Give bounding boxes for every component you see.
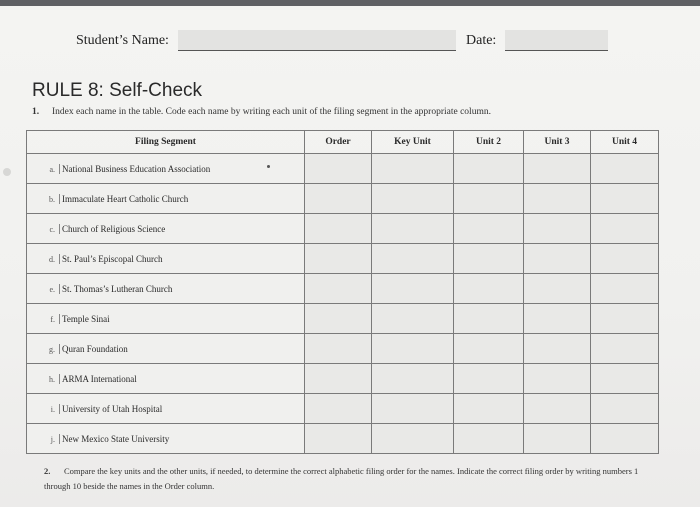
instruction-text: Index each name in the table. Code each name by writing each unit of the filing segment in the appropriate column. xyxy=(52,107,491,117)
row-name: New Mexico State University xyxy=(59,434,169,444)
key-unit-cell[interactable] xyxy=(372,334,454,364)
row-letter: h. xyxy=(49,374,55,384)
row-letter: f. xyxy=(50,314,55,324)
row-letter: c. xyxy=(49,224,55,234)
margin-dot xyxy=(3,168,11,176)
row-name: ARMA International xyxy=(59,374,137,384)
row-letter: g. xyxy=(49,344,55,354)
order-cell[interactable] xyxy=(305,304,372,334)
unit-2-cell[interactable] xyxy=(454,154,524,184)
col-header-unit-2: Unit 2 xyxy=(454,131,524,154)
student-name-field[interactable] xyxy=(178,30,456,51)
unit-4-cell[interactable] xyxy=(591,334,659,364)
unit-3-cell[interactable] xyxy=(524,364,591,394)
row-letter: a. xyxy=(49,164,55,174)
order-cell[interactable] xyxy=(305,424,372,454)
key-unit-cell[interactable] xyxy=(372,424,454,454)
unit-3-cell[interactable] xyxy=(524,274,591,304)
table-row xyxy=(27,274,659,304)
row-name: Temple Sinai xyxy=(59,314,110,324)
filing-segment-cell xyxy=(27,154,305,184)
unit-3-cell[interactable] xyxy=(524,184,591,214)
row-letter: b. xyxy=(49,194,55,204)
filing-segment-cell xyxy=(27,334,305,364)
key-unit-cell[interactable] xyxy=(372,214,454,244)
unit-3-cell[interactable] xyxy=(524,394,591,424)
unit-2-cell[interactable] xyxy=(454,244,524,274)
stray-dot xyxy=(267,165,270,168)
table-row xyxy=(27,424,659,454)
filing-table xyxy=(26,130,659,454)
order-cell[interactable] xyxy=(305,214,372,244)
filing-segment-cell xyxy=(27,274,305,304)
order-cell[interactable] xyxy=(305,394,372,424)
col-header-filing-segment: Filing Segment xyxy=(27,131,305,154)
key-unit-cell[interactable] xyxy=(372,394,454,424)
unit-2-cell[interactable] xyxy=(454,394,524,424)
row-name: St. Paul’s Episcopal Church xyxy=(59,254,163,264)
key-unit-cell[interactable] xyxy=(372,364,454,394)
instruction-1 xyxy=(32,107,672,117)
unit-4-cell[interactable] xyxy=(591,274,659,304)
col-header-unit-3: Unit 3 xyxy=(524,131,591,154)
table-row xyxy=(27,304,659,334)
col-header-key-unit: Key Unit xyxy=(372,131,454,154)
unit-4-cell[interactable] xyxy=(591,364,659,394)
key-unit-cell[interactable] xyxy=(372,274,454,304)
unit-4-cell[interactable] xyxy=(591,424,659,454)
unit-3-cell[interactable] xyxy=(524,334,591,364)
row-letter: j. xyxy=(50,434,55,444)
table-row xyxy=(27,214,659,244)
unit-2-cell[interactable] xyxy=(454,334,524,364)
row-name: University of Utah Hospital xyxy=(59,404,162,414)
table-row xyxy=(27,364,659,394)
unit-2-cell[interactable] xyxy=(454,304,524,334)
order-cell[interactable] xyxy=(305,184,372,214)
unit-4-cell[interactable] xyxy=(591,244,659,274)
table-row xyxy=(27,394,659,424)
row-letter: d. xyxy=(49,254,55,264)
key-unit-cell[interactable] xyxy=(372,184,454,214)
key-unit-cell[interactable] xyxy=(372,154,454,184)
filing-segment-cell xyxy=(27,184,305,214)
col-header-order: Order xyxy=(305,131,372,154)
table-header-row xyxy=(27,131,659,154)
student-name-label: Student’s Name: xyxy=(76,33,169,48)
table-row xyxy=(27,244,659,274)
row-name: National Business Education Association xyxy=(59,164,210,174)
unit-2-cell[interactable] xyxy=(454,424,524,454)
row-letter: i. xyxy=(50,404,55,414)
unit-4-cell[interactable] xyxy=(591,214,659,244)
page-title: RULE 8: Self-Check xyxy=(32,80,203,101)
unit-4-cell[interactable] xyxy=(591,394,659,424)
unit-2-cell[interactable] xyxy=(454,364,524,394)
unit-4-cell[interactable] xyxy=(591,184,659,214)
filing-segment-cell xyxy=(27,304,305,334)
footnote-number: 2. xyxy=(44,466,51,476)
header-row xyxy=(0,28,700,54)
unit-3-cell[interactable] xyxy=(524,214,591,244)
unit-4-cell[interactable] xyxy=(591,304,659,334)
unit-3-cell[interactable] xyxy=(524,154,591,184)
row-name: St. Thomas’s Lutheran Church xyxy=(59,284,172,294)
table-row xyxy=(27,154,659,184)
filing-segment-cell xyxy=(27,214,305,244)
table-row xyxy=(27,184,659,214)
order-cell[interactable] xyxy=(305,244,372,274)
date-label: Date: xyxy=(466,33,497,48)
unit-3-cell[interactable] xyxy=(524,244,591,274)
key-unit-cell[interactable] xyxy=(372,304,454,334)
date-field[interactable] xyxy=(505,30,608,51)
order-cell[interactable] xyxy=(305,364,372,394)
unit-4-cell[interactable] xyxy=(591,154,659,184)
order-cell[interactable] xyxy=(305,334,372,364)
row-name: Quran Foundation xyxy=(59,344,128,354)
unit-2-cell[interactable] xyxy=(454,184,524,214)
order-cell[interactable] xyxy=(305,274,372,304)
unit-2-cell[interactable] xyxy=(454,214,524,244)
instruction-number: 1. xyxy=(32,107,40,117)
footnote-text: Compare the key units and the other units, if needed, to determine the correct alphabetic filing order for the names. Indicate the correct filing order by writing numbers 1 through 10 beside the names in the Order column. xyxy=(44,466,639,491)
unit-2-cell[interactable] xyxy=(454,274,524,304)
filing-segment-cell xyxy=(27,364,305,394)
table-row xyxy=(27,334,659,364)
unit-3-cell[interactable] xyxy=(524,304,591,334)
filing-segment-cell xyxy=(27,424,305,454)
filing-segment-cell xyxy=(27,394,305,424)
row-name: Immaculate Heart Catholic Church xyxy=(59,194,188,204)
filing-segment-cell xyxy=(27,244,305,274)
order-cell[interactable] xyxy=(305,154,372,184)
unit-3-cell[interactable] xyxy=(524,424,591,454)
key-unit-cell[interactable] xyxy=(372,244,454,274)
col-header-unit-4: Unit 4 xyxy=(591,131,659,154)
row-name: Church of Religious Science xyxy=(59,224,165,234)
instruction-2 xyxy=(44,464,664,494)
top-border xyxy=(0,0,700,6)
row-letter: e. xyxy=(49,284,55,294)
